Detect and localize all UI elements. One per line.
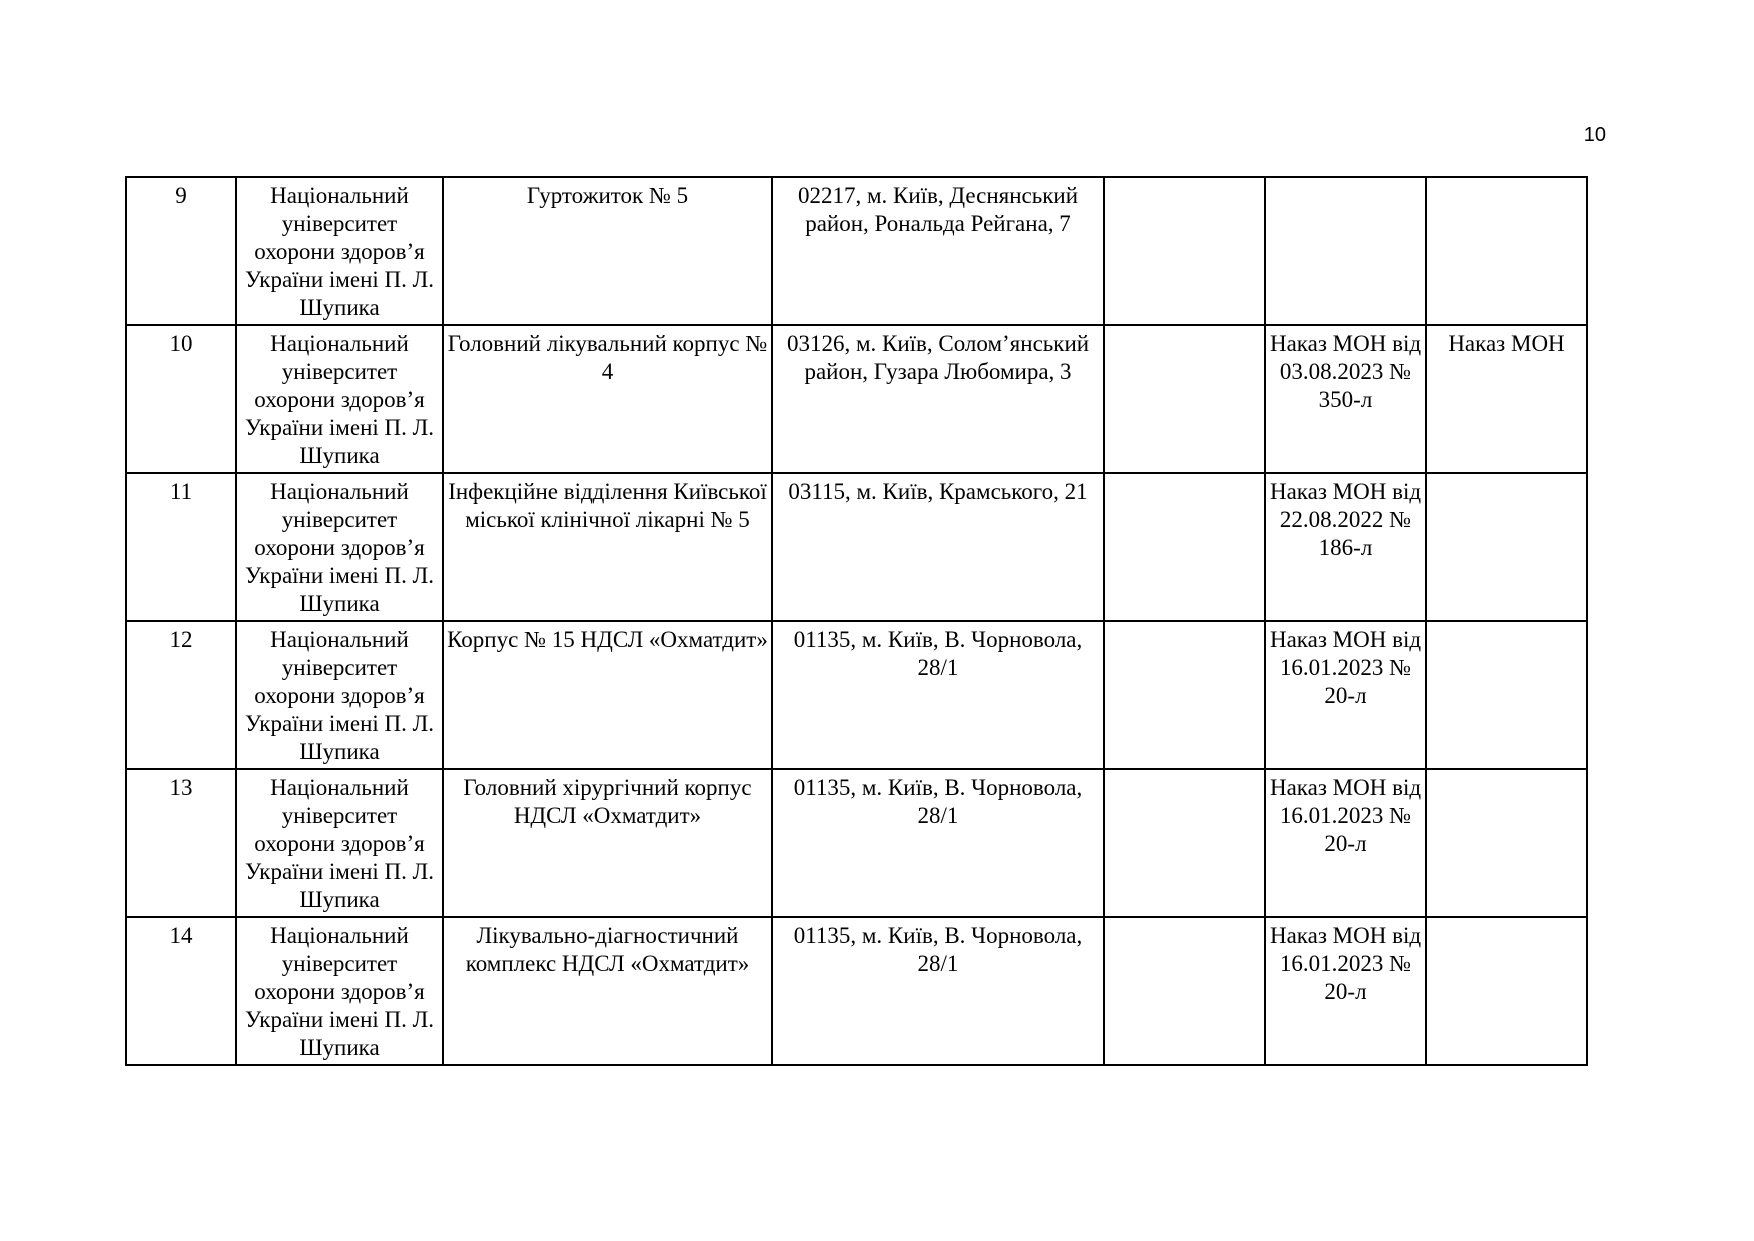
row-number-cell: 9 xyxy=(126,177,236,325)
page-number: 10 xyxy=(1583,124,1606,146)
row-number-cell: 11 xyxy=(126,473,236,621)
object-cell: Лікувально-діагностичний комплекс НДСЛ «Охматдит» xyxy=(443,917,772,1065)
organization-cell: Національний університет охорони здоров’я України імені П. Л. Шупика xyxy=(236,473,443,621)
address-cell: 03126, м. Київ, Солом’янський район, Гузара Любомира, 3 xyxy=(772,325,1104,473)
empty-cell xyxy=(1104,473,1265,621)
organization-cell: Національний університет охорони здоров’я України імені П. Л. Шупика xyxy=(236,621,443,769)
address-cell: 01135, м. Київ, В. Чорновола, 28/1 xyxy=(772,917,1104,1065)
address-cell: 03115, м. Київ, Крамського, 21 xyxy=(772,473,1104,621)
row-number-cell: 13 xyxy=(126,769,236,917)
table-row xyxy=(126,621,1587,769)
empty-cell xyxy=(1104,769,1265,917)
organization-cell: Національний університет охорони здоров’я України імені П. Л. Шупика xyxy=(236,325,443,473)
empty-cell xyxy=(1104,177,1265,325)
table-row xyxy=(126,473,1587,621)
order-cell: Наказ МОН від 03.08.2023 № 350-л xyxy=(1265,325,1426,473)
organization-cell: Національний університет охорони здоров’я України імені П. Л. Шупика xyxy=(236,177,443,325)
order-cell: Наказ МОН від 16.01.2023 № 20-л xyxy=(1265,621,1426,769)
row-number-cell: 10 xyxy=(126,325,236,473)
empty-cell xyxy=(1104,621,1265,769)
order-extra-cell xyxy=(1426,769,1587,917)
empty-cell xyxy=(1104,325,1265,473)
row-number-cell: 12 xyxy=(126,621,236,769)
organization-cell: Національний університет охорони здоров’я України імені П. Л. Шупика xyxy=(236,769,443,917)
order-cell: Наказ МОН від 22.08.2022 № 186-л xyxy=(1265,473,1426,621)
order-cell xyxy=(1265,177,1426,325)
table-row xyxy=(126,917,1587,1065)
empty-cell xyxy=(1104,917,1265,1065)
order-extra-cell: Наказ МОН xyxy=(1426,325,1587,473)
order-cell: Наказ МОН від 16.01.2023 № 20-л xyxy=(1265,917,1426,1065)
order-extra-cell xyxy=(1426,177,1587,325)
table-row xyxy=(126,325,1587,473)
records-table xyxy=(125,176,1588,1066)
object-cell: Інфекційне відділення Київської міської клінічної лікарні № 5 xyxy=(443,473,772,621)
organization-cell: Національний університет охорони здоров’я України імені П. Л. Шупика xyxy=(236,917,443,1065)
address-cell: 02217, м. Київ, Деснянський район, Рональда Рейгана, 7 xyxy=(772,177,1104,325)
row-number-cell: 14 xyxy=(126,917,236,1065)
object-cell: Головний лікувальний корпус № 4 xyxy=(443,325,772,473)
table-row xyxy=(126,769,1587,917)
object-cell: Гуртожиток № 5 xyxy=(443,177,772,325)
table-row xyxy=(126,177,1587,325)
order-cell: Наказ МОН від 16.01.2023 № 20-л xyxy=(1265,769,1426,917)
order-extra-cell xyxy=(1426,473,1587,621)
object-cell: Головний хірургічний корпус НДСЛ «Охматдит» xyxy=(443,769,772,917)
address-cell: 01135, м. Київ, В. Чорновола, 28/1 xyxy=(772,769,1104,917)
order-extra-cell xyxy=(1426,917,1587,1065)
address-cell: 01135, м. Київ, В. Чорновола, 28/1 xyxy=(772,621,1104,769)
object-cell: Корпус № 15 НДСЛ «Охматдит» xyxy=(443,621,772,769)
order-extra-cell xyxy=(1426,621,1587,769)
